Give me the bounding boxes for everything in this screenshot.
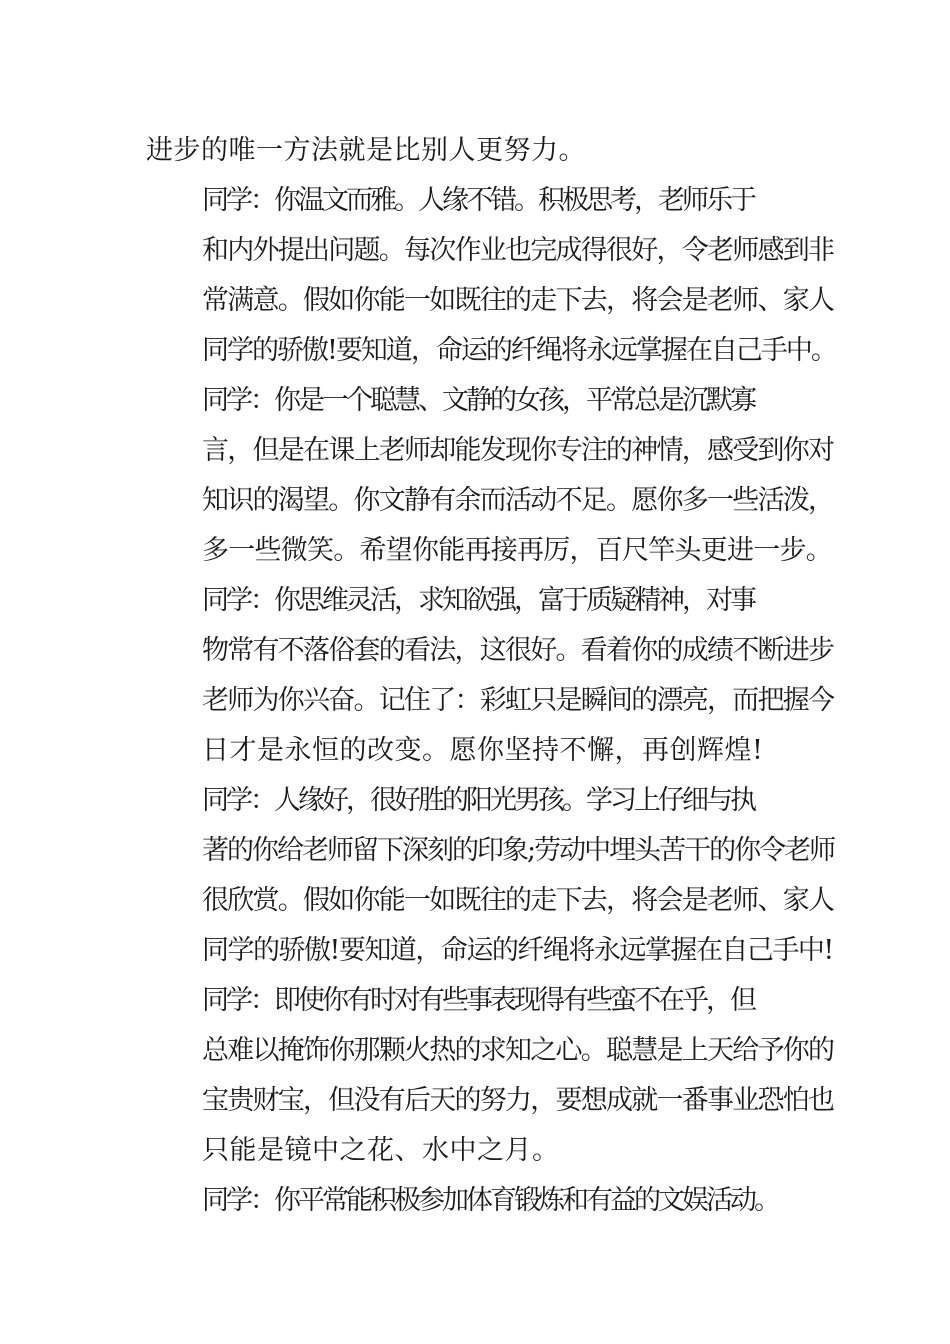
document-body (146, 126, 836, 1226)
text-line: 同学：你思维灵活，求知欲强，富于质疑精神，对事 (202, 585, 754, 616)
text-line: 知识的渴望。你文静有余而活动不足。愿你多一些活泼， (202, 485, 834, 516)
text-line: 同学：你是一个聪慧、文静的女孩，平常总是沉默寡 (202, 385, 754, 416)
text-line: 同学：你平常能积极参加体育锻炼和有益的文娱活动。 (202, 1185, 778, 1216)
text-line: 常满意。假如你能一如既往的走下去，将会是老师、家人 (202, 285, 834, 316)
text-line: 同学：即使你有时对有些事表现得有些蛮不在乎，但 (202, 985, 754, 1016)
paragraph (146, 576, 836, 776)
paragraph (146, 376, 836, 576)
text-line: 同学：你温文而雅。人缘不错。积极思考，老师乐于 (202, 185, 754, 216)
paragraph (146, 176, 836, 376)
text-line: 宝贵财宝，但没有后天的努力，要想成就一番事业恐怕也 (202, 1085, 834, 1116)
text-line: 很欣赏。假如你能一如既往的走下去，将会是老师、家人 (202, 885, 834, 916)
text-line: 和内外提出问题。每次作业也完成得很好，令老师感到非 (202, 235, 834, 266)
text-line: 物常有不落俗套的看法，这很好。看着你的成绩不断进步 (202, 635, 834, 666)
text-line: 总难以掩饰你那颗火热的求知之心。聪慧是上天给予你的 (202, 1035, 834, 1066)
text-line: 日才是永恒的改变。愿你坚持不懈，再创辉煌! (202, 735, 764, 766)
text-line: 进步的唯一方法就是比别人更努力。 (146, 135, 586, 166)
text-line: 言，但是在课上老师却能发现你专注的神情，感受到你对 (202, 435, 834, 466)
paragraph (146, 1176, 836, 1226)
paragraph (146, 976, 836, 1176)
text-line: 多一些微笑。希望你能再接再厉，百尺竿头更进一步。 (202, 535, 832, 566)
text-line: 同学的骄傲!要知道，命运的纤绳将永远掌握在自己手中! (202, 935, 833, 966)
paragraph (146, 126, 836, 176)
text-line: 同学：人缘好，很好胜的阳光男孩。学习上仔细与执 (202, 785, 754, 816)
text-line: 著的你给老师留下深刻的印象;劳动中埋头苦干的你令老师 (202, 835, 835, 866)
paragraph (146, 776, 836, 976)
text-line: 同学的骄傲!要知道，命运的纤绳将永远掌握在自己手中。 (202, 335, 836, 366)
text-line: 只能是镜中之花、水中之月。 (202, 1135, 560, 1166)
text-line: 老师为你兴奋。记住了：彩虹只是瞬间的漂亮，而把握今 (202, 685, 834, 716)
